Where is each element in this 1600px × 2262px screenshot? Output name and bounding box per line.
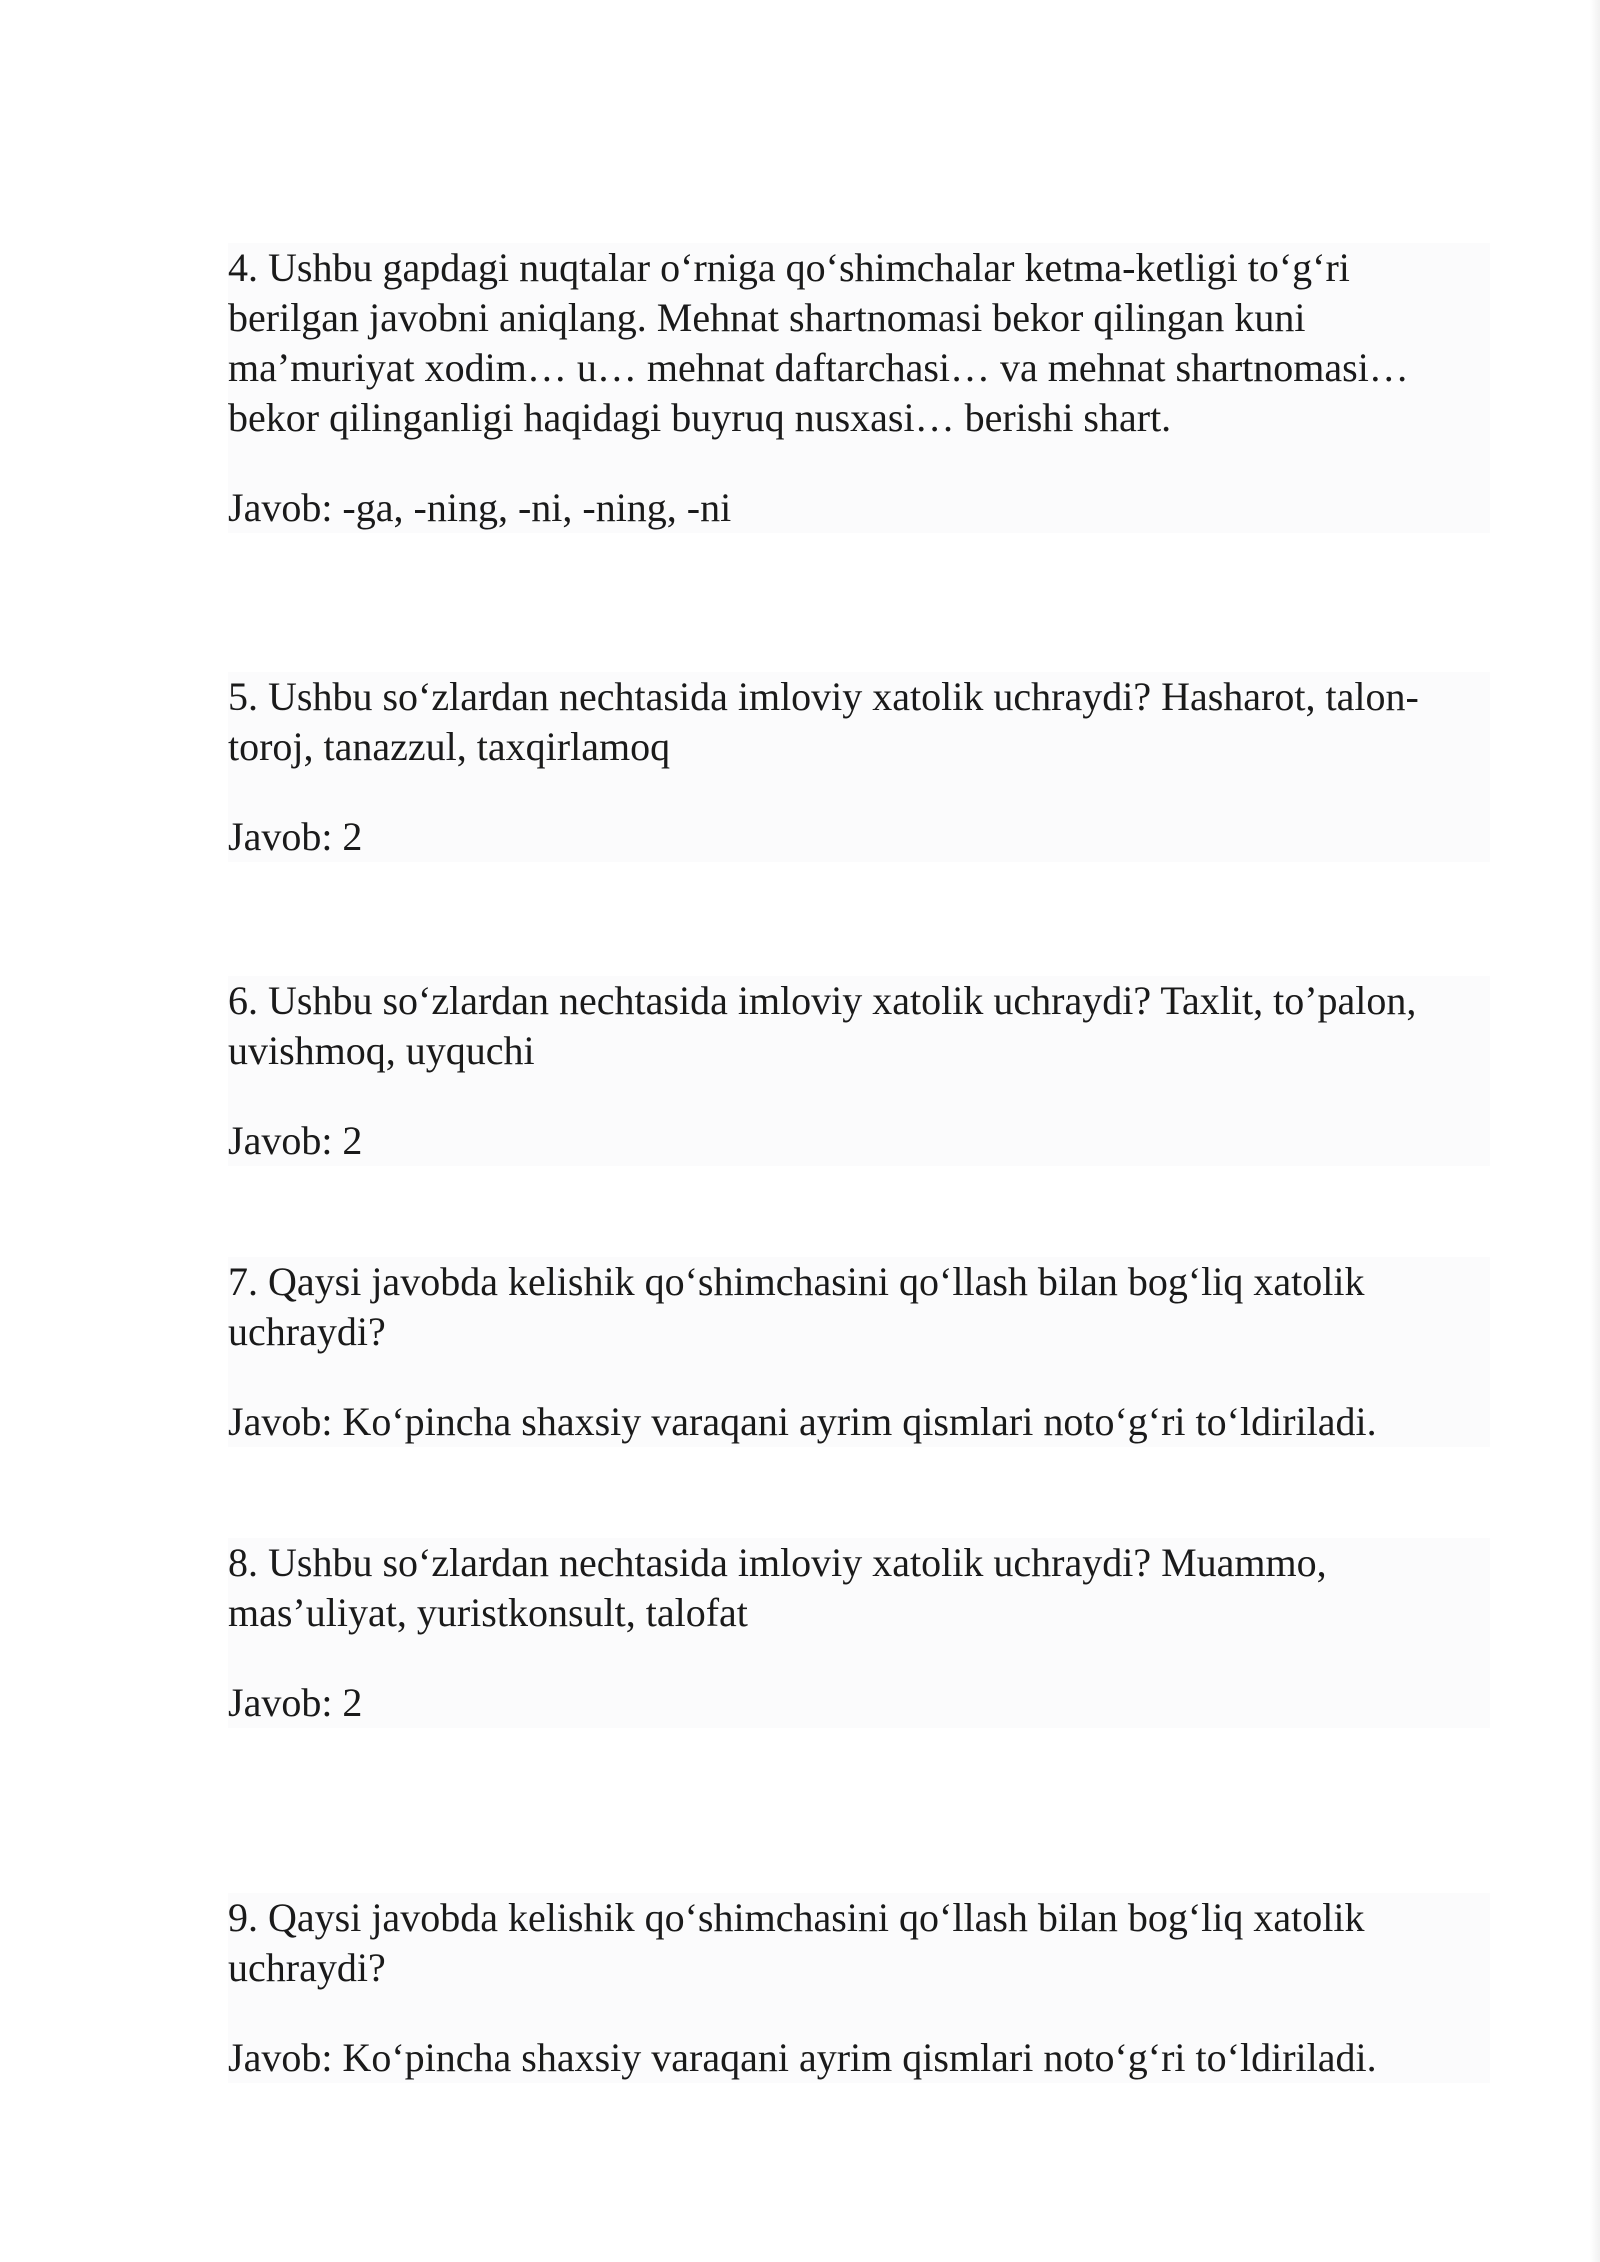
question-text: 7. Qaysi javobda kelishik qo‘shimchasini qo‘llash bilan bog‘liq xatolik uchraydi? <box>228 1259 1365 1354</box>
question-text: 8. Ushbu so‘zlardan nechtasida imloviy xatolik uchraydi? Muammo, mas’uliyat, yuristkonsult, talofat <box>228 1540 1327 1635</box>
answer-text: Javob: 2 <box>228 814 363 859</box>
answer-text: Javob: 2 <box>228 1118 363 1163</box>
question-block-8 <box>228 1538 1490 1728</box>
question-text: 9. Qaysi javobda kelishik qo‘shimchasini qo‘llash bilan bog‘liq xatolik uchraydi? <box>228 1895 1365 1990</box>
question-block-7 <box>228 1257 1490 1447</box>
question-block-5 <box>228 672 1490 862</box>
question-text: 6. Ushbu so‘zlardan nechtasida imloviy xatolik uchraydi? Taxlit, to’palon, uvishmoq, uyquchi <box>228 978 1417 1073</box>
question-text: 4. Ushbu gapdagi nuqtalar o‘rniga qo‘shimchalar ketma-ketligi to‘g‘ri berilgan javobni aniqlang. Mehnat shartnomasi bekor qilingan kuni ma’muriyat xodim… u… mehnat daftarchasi… va mehnat shartnomasi… bekor qilinganligi haqidagi buyruq nusxasi… berishi shart. <box>228 245 1409 440</box>
question-block-4 <box>228 243 1490 533</box>
page-edge-shadow <box>1590 0 1600 2262</box>
question-block-9 <box>228 1893 1490 2083</box>
answer-text: Javob: -ga, -ning, -ni, -ning, -ni <box>228 485 732 530</box>
answer-text: Javob: Ko‘pincha shaxsiy varaqani ayrim qismlari noto‘g‘ri to‘ldiriladi. <box>228 2035 1377 2080</box>
question-text: 5. Ushbu so‘zlardan nechtasida imloviy xatolik uchraydi? Hasharot, talon-toroj, tanazzul, taxqirlamoq <box>228 674 1419 769</box>
answer-text: Javob: Ko‘pincha shaxsiy varaqani ayrim qismlari noto‘g‘ri to‘ldiriladi. <box>228 1399 1377 1444</box>
question-block-6 <box>228 976 1490 1166</box>
answer-text: Javob: 2 <box>228 1680 363 1725</box>
